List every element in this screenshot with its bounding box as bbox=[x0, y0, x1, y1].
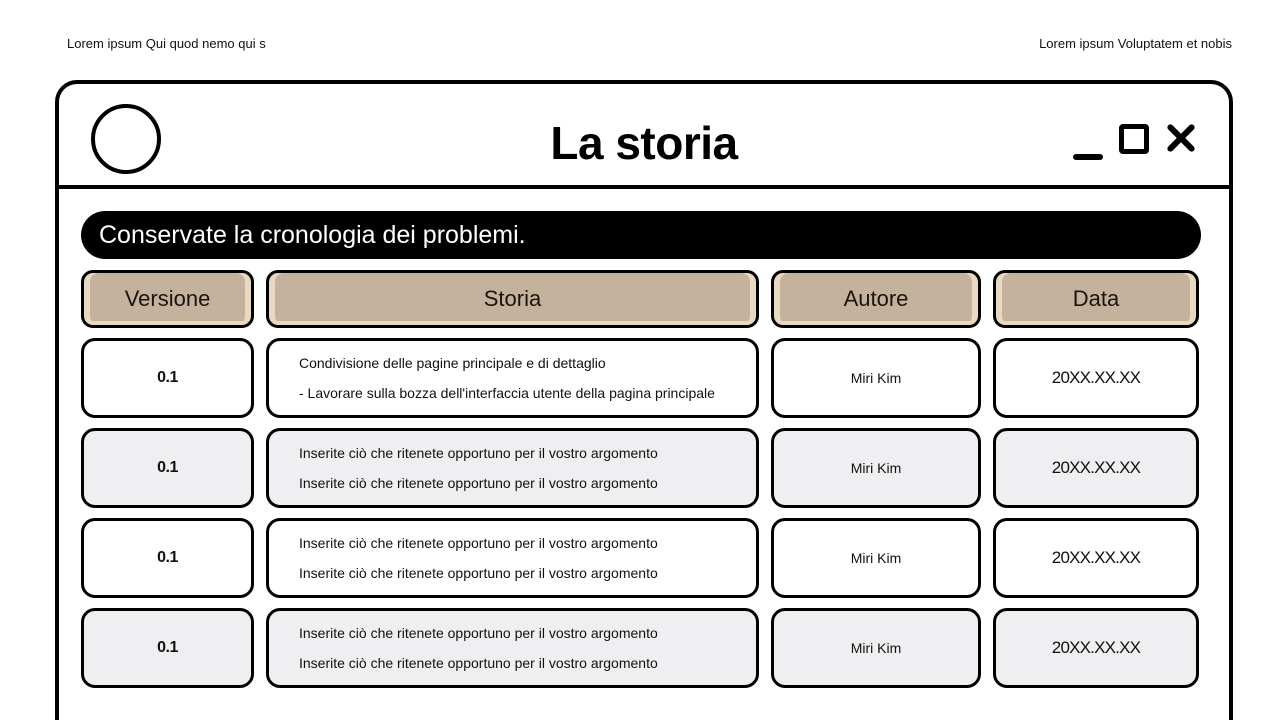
date-cell: 20XX.XX.XX bbox=[993, 428, 1199, 508]
story-line: Inserite ciò che ritenete opportuno per il vostro argomento bbox=[299, 655, 658, 671]
column-header-date: Data bbox=[993, 270, 1199, 328]
close-icon[interactable] bbox=[1165, 122, 1197, 154]
author-cell: Miri Kim bbox=[771, 428, 981, 508]
version-cell: 0.1 bbox=[81, 428, 254, 508]
story-line: Inserite ciò che ritenete opportuno per il vostro argomento bbox=[299, 475, 658, 491]
date-cell: 20XX.XX.XX bbox=[993, 338, 1199, 418]
story-cell bbox=[266, 518, 759, 598]
author-cell: Miri Kim bbox=[771, 338, 981, 418]
column-header-author: Autore bbox=[771, 270, 981, 328]
story-line: Inserite ciò che ritenete opportuno per il vostro argomento bbox=[299, 445, 658, 461]
version-cell: 0.1 bbox=[81, 338, 254, 418]
header-left-text: Lorem ipsum Qui quod nemo qui s bbox=[67, 36, 266, 51]
date-cell: 20XX.XX.XX bbox=[993, 608, 1199, 688]
story-line: - Lavorare sulla bozza dell'interfaccia utente della pagina principale bbox=[299, 385, 715, 401]
version-cell: 0.1 bbox=[81, 608, 254, 688]
author-cell: Miri Kim bbox=[771, 608, 981, 688]
story-cell bbox=[266, 428, 759, 508]
page-title: La storia bbox=[550, 117, 738, 169]
story-line: Condivisione delle pagine principale e di dettaglio bbox=[299, 355, 606, 371]
minimize-icon[interactable] bbox=[1073, 124, 1103, 154]
date-cell: 20XX.XX.XX bbox=[993, 518, 1199, 598]
column-header-story: Storia bbox=[266, 270, 759, 328]
app-window bbox=[55, 80, 1233, 720]
banner: Conservate la cronologia dei problemi. bbox=[81, 211, 1201, 259]
story-cell bbox=[266, 608, 759, 688]
title-bar bbox=[59, 84, 1229, 189]
author-cell: Miri Kim bbox=[771, 518, 981, 598]
window-controls bbox=[1073, 122, 1197, 154]
history-table bbox=[81, 270, 1201, 688]
story-line: Inserite ciò che ritenete opportuno per il vostro argomento bbox=[299, 535, 658, 551]
maximize-icon[interactable] bbox=[1119, 124, 1149, 154]
story-line: Inserite ciò che ritenete opportuno per il vostro argomento bbox=[299, 565, 658, 581]
story-line: Inserite ciò che ritenete opportuno per il vostro argomento bbox=[299, 625, 658, 641]
version-cell: 0.1 bbox=[81, 518, 254, 598]
column-header-version: Versione bbox=[81, 270, 254, 328]
story-cell bbox=[266, 338, 759, 418]
header-right-text: Lorem ipsum Voluptatem et nobis bbox=[1039, 36, 1232, 51]
